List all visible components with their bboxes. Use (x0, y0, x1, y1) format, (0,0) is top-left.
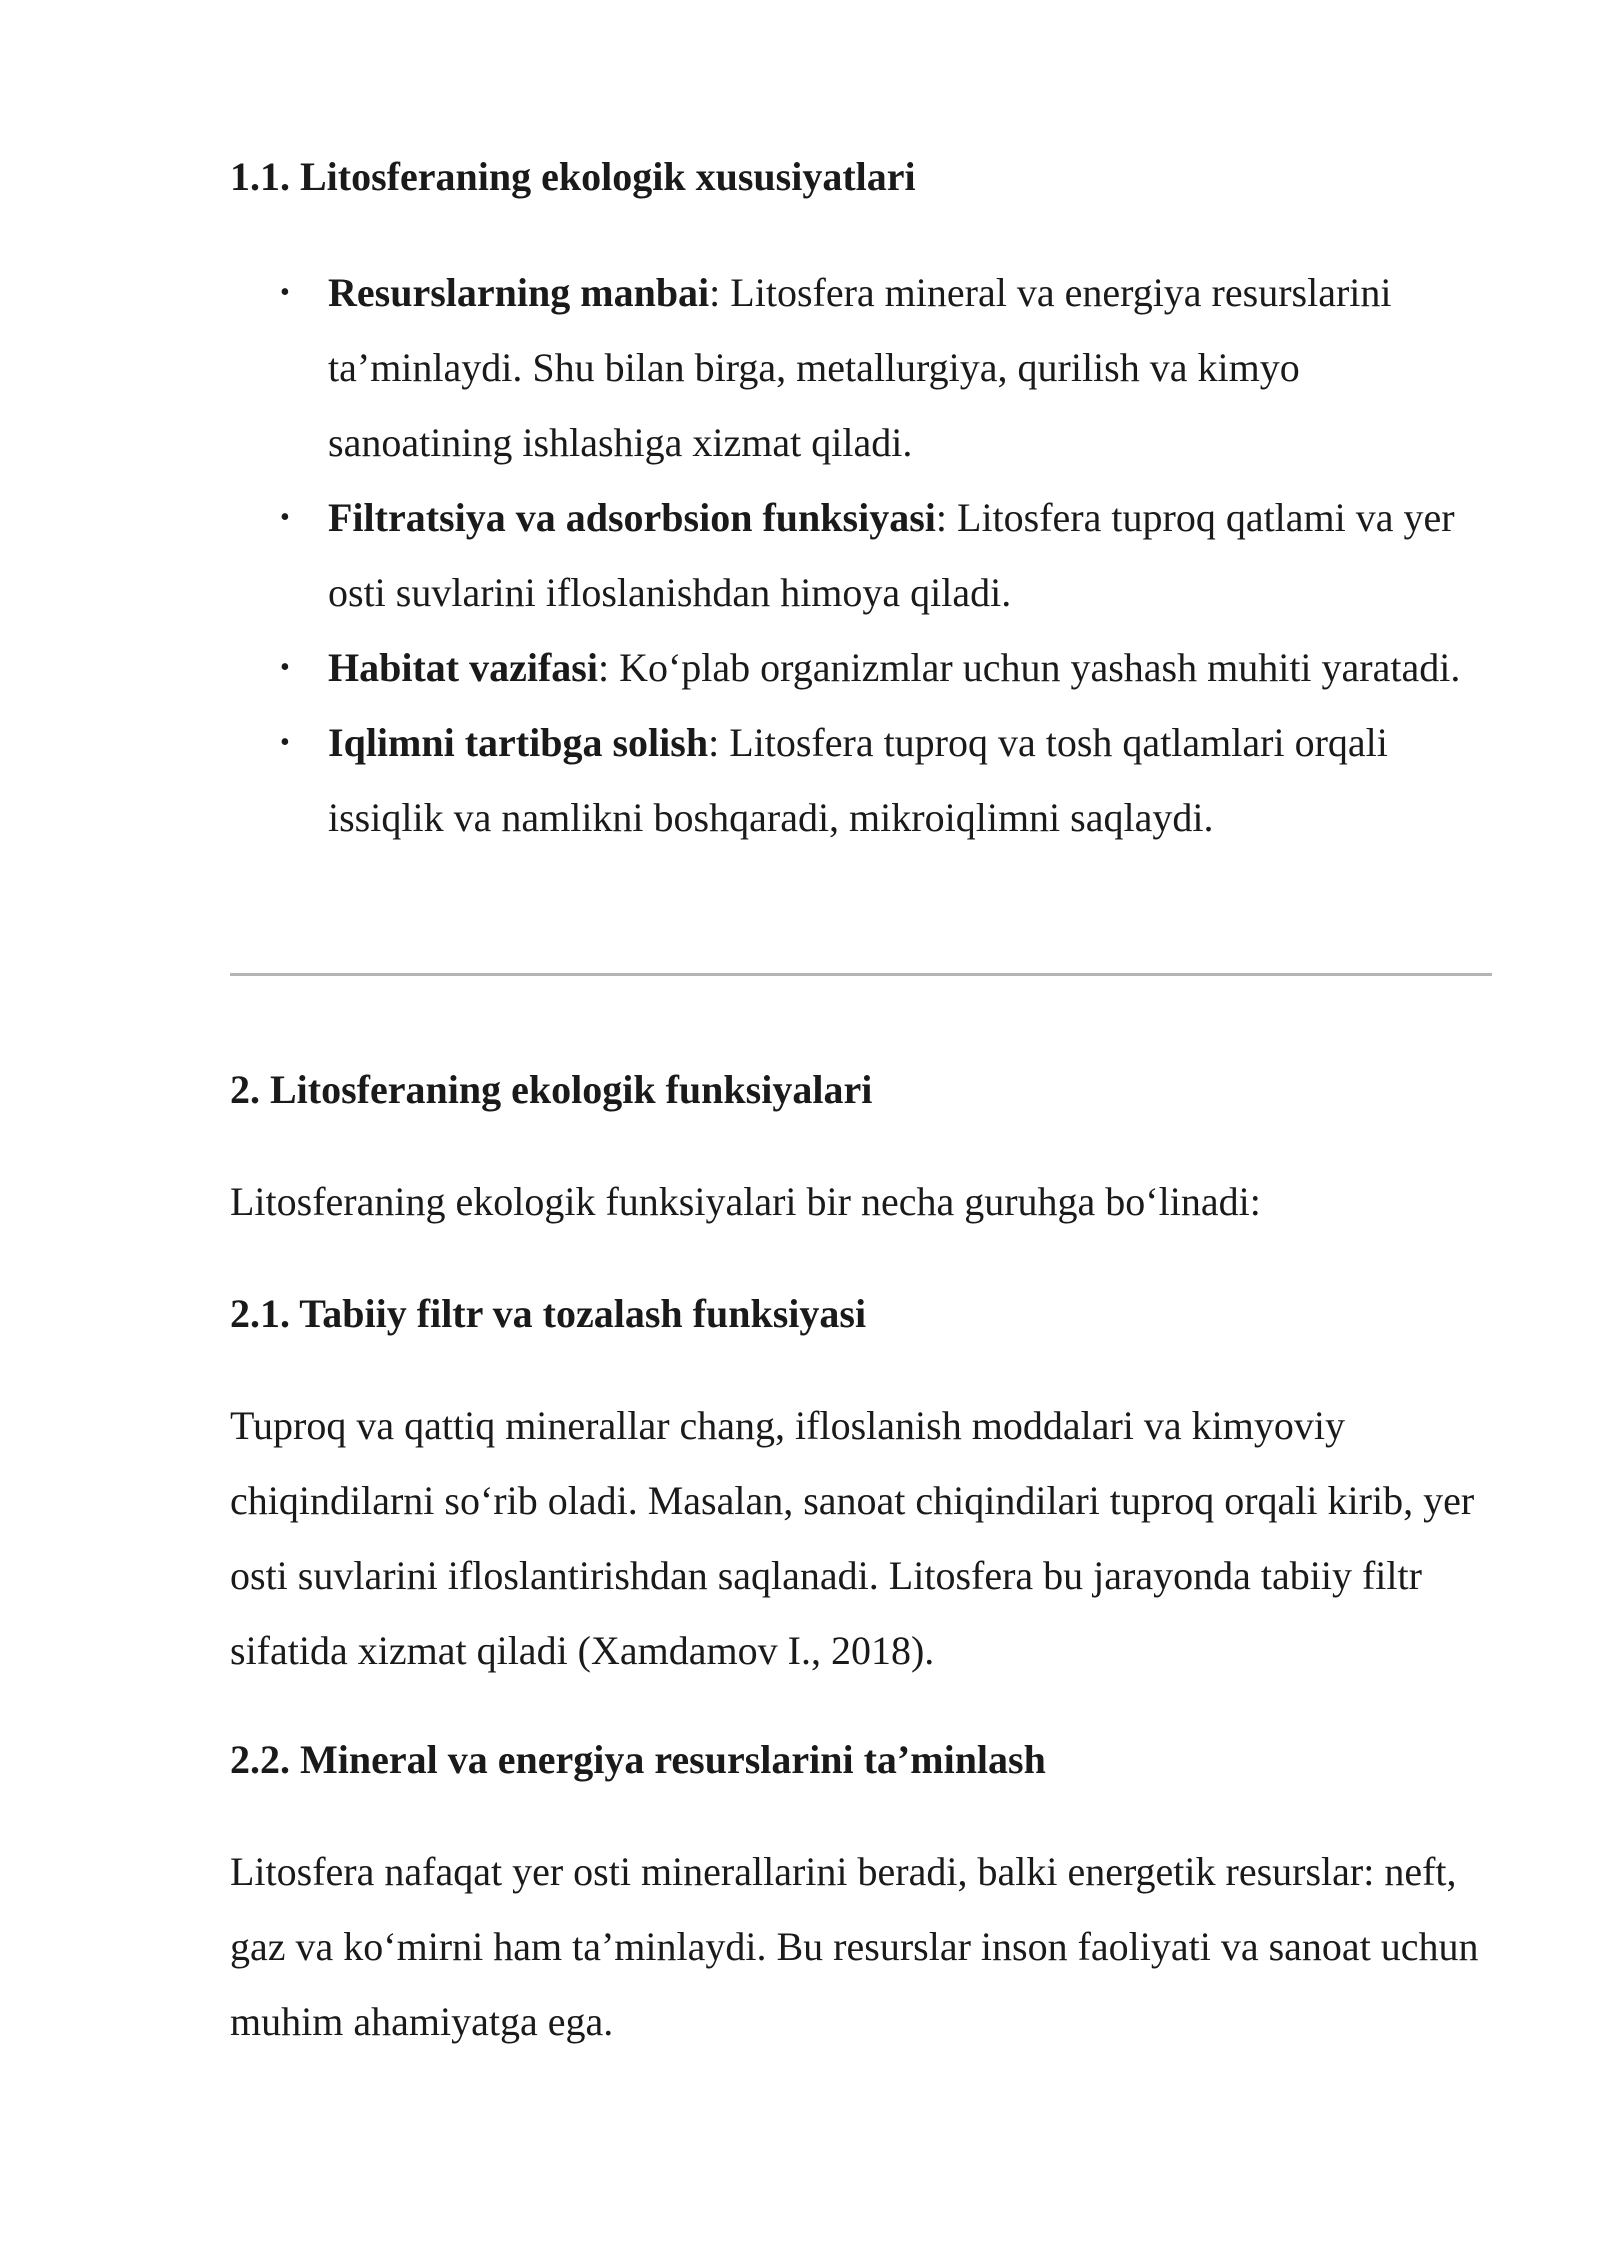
list-item (230, 255, 1492, 480)
section-2-heading: 2. Litosferaning ekologik funksiyalari (230, 1067, 873, 1112)
section-1-1-heading: 1.1. Litosferaning ekologik xususiyatlari (230, 154, 916, 199)
section-2-2-body: Litosfera nafaqat yer osti minerallarini beradi, balki energetik resurslar: neft, gaz va ko‘mirni ham ta’minlaydi. Bu resurslar inson faoliyati va sanoat uchun muhim ahamiyatga ega. (230, 1849, 1479, 2044)
list-item-term: Habitat vazifasi (328, 645, 598, 690)
horizontal-divider (230, 973, 1492, 976)
list-item-text: : Litosfera tuproq va tosh qatlamlari orqali issiqlik va namlikni boshqaradi, mikroiqlimni saqlaydi. (328, 720, 1388, 840)
bullet-icon: • (280, 727, 290, 758)
bullet-icon: • (280, 502, 290, 533)
section-2-1-body: Tuproq va qattiq minerallar chang, ifloslanish moddalari va kimyoviy chiqindilarni so‘rib oladi. Masalan, sanoat chiqindilari tuproq orqali kirib, yer osti suvlarini ifloslantirishdan saqlanadi. Litosfera bu jarayonda tabiiy filtr sifatida xizmat qiladi (Xamdamov I., 2018). (230, 1403, 1475, 1673)
features-list (230, 255, 1492, 855)
list-item (230, 630, 1492, 705)
list-item-term: Filtratsiya va adsorbsion funksiyasi (328, 495, 936, 540)
list-item-text: : Litosfera tuproq qatlami va yer osti suvlarini ifloslanishdan himoya qiladi. (328, 495, 1455, 615)
section-2-intro: Litosferaning ekologik funksiyalari bir necha guruhga bo‘linadi: (230, 1179, 1261, 1224)
list-item-text: : Litosfera mineral va energiya resurslarini ta’minlaydi. Shu bilan birga, metallurgiya, qurilish va kimyo sanoatining ishlashiga xizmat qiladi. (328, 270, 1392, 465)
section-2-1-heading: 2.1. Tabiiy filtr va tozalash funksiyasi (230, 1291, 867, 1336)
list-item-term: Iqlimni tartibga solish (328, 720, 709, 765)
list-item-text: : Ko‘plab organizmlar uchun yashash muhiti yaratadi. (597, 645, 1461, 690)
list-item (230, 480, 1492, 630)
list-item-term: Resurslarning manbai (328, 270, 710, 315)
section-2-2-heading: 2.2. Mineral va energiya resurslarini ta’minlash (230, 1737, 1046, 1782)
bullet-icon: • (280, 277, 290, 308)
list-item (230, 705, 1492, 855)
bullet-icon: • (280, 652, 290, 683)
